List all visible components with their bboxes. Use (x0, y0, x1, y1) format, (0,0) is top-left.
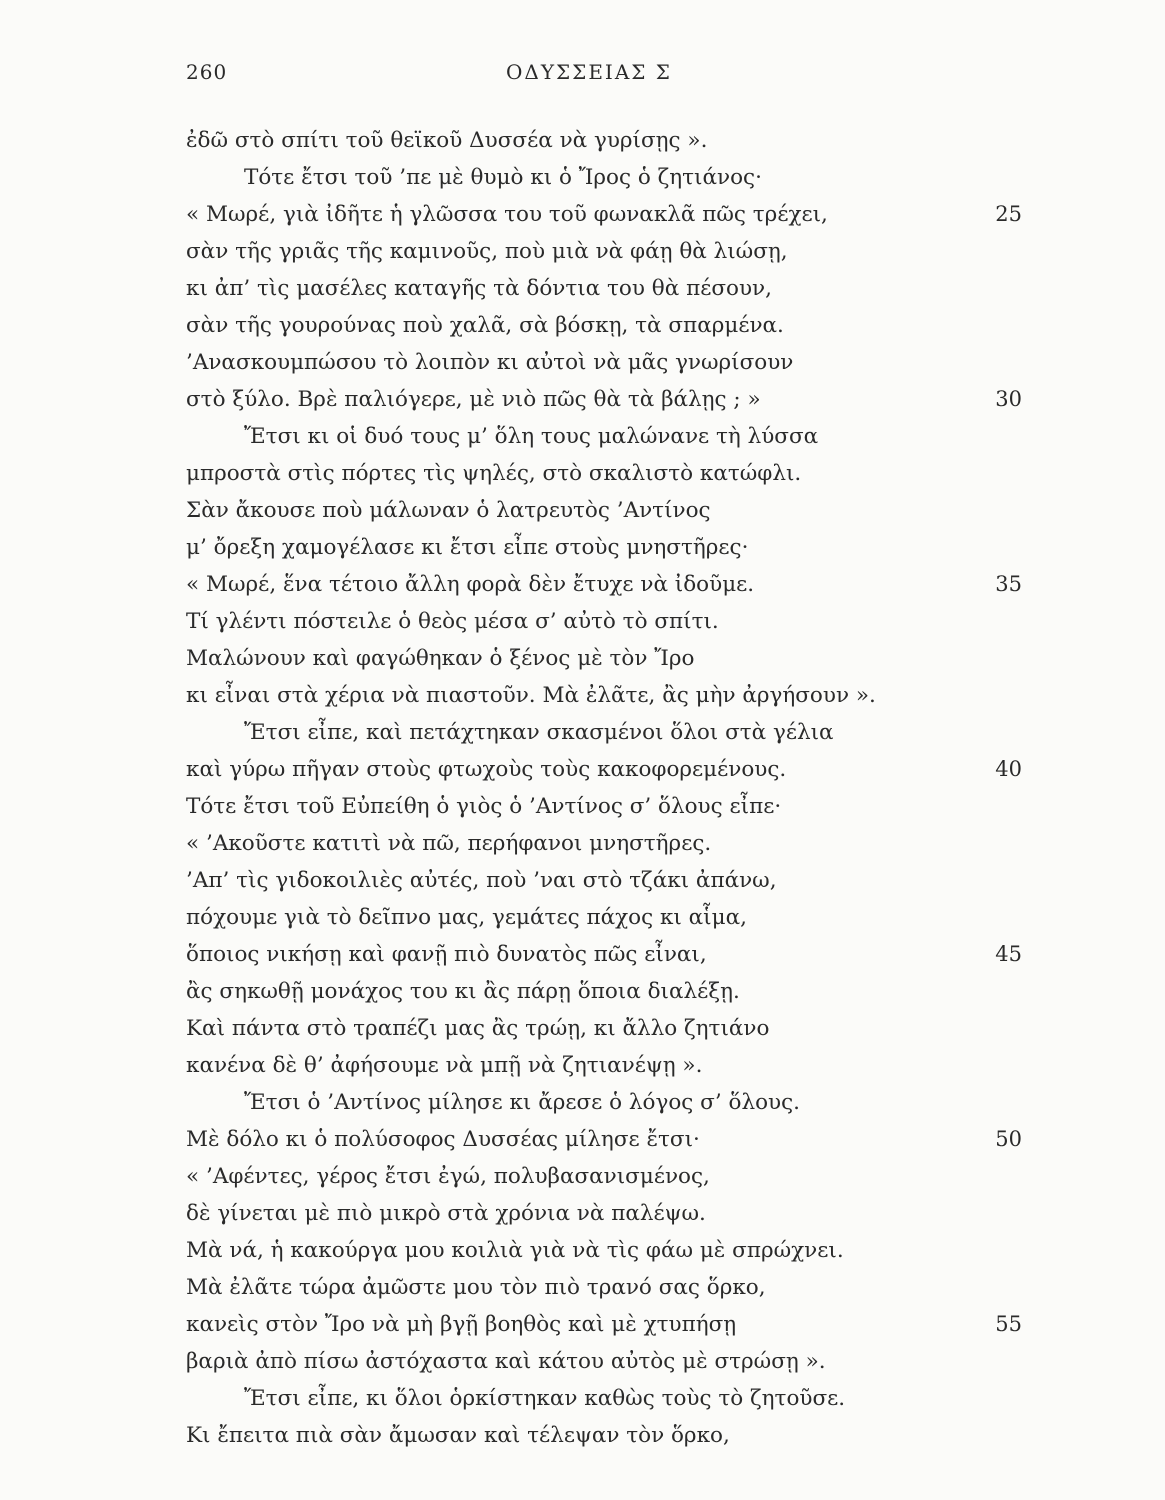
verse-line (186, 1232, 1022, 1269)
verse-line (186, 1195, 1022, 1232)
verse-text: Κι ἔπειτα πιὰ σὰν ἄμωσαν καὶ τέλεψαν τὸν ὅρκο, (186, 1423, 730, 1448)
verse-text: Ἔτσι ὁ ’Αντίνος μίλησε κι ἄρεσε ὁ λόγος σ’ ὅλους. (244, 1090, 800, 1115)
verse-line (186, 381, 1022, 418)
verse-text: Σὰν ἄκουσε ποὺ μάλωναν ὁ λατρευτὸς ’Αντίνος (186, 498, 711, 523)
verse-text: Ἔτσι κι οἱ δυό τους μ’ ὅλη τους μαλώνανε τὴ λύσσα (244, 424, 819, 449)
verse-line (186, 825, 1022, 862)
line-number: 55 (995, 1312, 1022, 1336)
verse-text: μ’ ὄρεξη χαμογέλασε κι ἔτσι εἶπε στοὺς μνηστῆρες· (186, 535, 749, 560)
verse-line (186, 1047, 1022, 1084)
verse-line (186, 196, 1022, 233)
verse-text: ὅποιος νικήσῃ καὶ φανῇ πιὸ δυνατὸς πῶς εἶναι, (186, 942, 707, 967)
verse-text: Τότε ἔτσι τοῦ Εὐπείθη ὁ γιὸς ὁ ’Αντίνος σ’ ὅλους εἶπε· (186, 794, 782, 819)
verse-line (186, 714, 1022, 751)
verse-line (186, 1084, 1022, 1121)
verse-text: καὶ γύρω πῆγαν στοὺς φτωχοὺς τοὺς κακοφορεμένους. (186, 757, 787, 782)
line-number: 30 (995, 387, 1022, 411)
verse-line (186, 233, 1022, 270)
verse-text: βαριὰ ἀπὸ πίσω ἀστόχαστα καὶ κάτου αὐτὸς μὲ στρώσῃ ». (186, 1349, 826, 1374)
verse-line (186, 307, 1022, 344)
verse-line (186, 159, 1022, 196)
verse-text: κι ἀπ’ τὶς μασέλες καταγῆς τὰ δόντια του θὰ πέσουν, (186, 276, 772, 301)
line-number: 45 (995, 942, 1022, 966)
verse-text: μπροστὰ στὶς πόρτες τὶς ψηλές, στὸ σκαλιστὸ κατώφλι. (186, 461, 802, 486)
verse-line (186, 899, 1022, 936)
verse-line (186, 973, 1022, 1010)
verse-text: Ἔτσι εἶπε, καὶ πετάχτηκαν σκασμένοι ὅλοι στὰ γέλια (244, 720, 834, 745)
verse-text: πόχουμε γιὰ τὸ δεῖπνο μας, γεμάτες πάχος κι αἷμα, (186, 905, 747, 930)
verse-line (186, 788, 1022, 825)
verse-line (186, 1343, 1022, 1380)
verse-line (186, 344, 1022, 381)
verse-text: Καὶ πάντα στὸ τραπέζι μας ἂς τρώῃ, κι ἄλλο ζητιάνο (186, 1016, 770, 1041)
verse-line (186, 603, 1022, 640)
verse-line (186, 1269, 1022, 1306)
verse-text: Μὲ δόλο κι ὁ πολύσοφος Δυσσέας μίλησε ἔτσι· (186, 1127, 700, 1152)
line-number: 35 (995, 572, 1022, 596)
verse-line (186, 1306, 1022, 1343)
verse-text: ἂς σηκωθῇ μονάχος του κι ἂς πάρῃ ὅποια διαλέξῃ. (186, 979, 740, 1004)
verse-text: « Μωρέ, ἕνα τέτοιο ἄλλη φορὰ δὲν ἔτυχε νὰ ἰδοῦμε. (186, 572, 755, 597)
verse-line (186, 936, 1022, 973)
verse-text: Τί γλέντι πόστειλε ὁ θεὸς μέσα σ’ αὐτὸ τὸ σπίτι. (186, 609, 719, 634)
verse-text: κανεὶς στὸν Ἴρο νὰ μὴ βγῇ βοηθὸς καὶ μὲ χτυπήσῃ (186, 1312, 737, 1337)
verse-text: σὰν τῆς γουρούνας ποὺ χαλᾶ, σὰ βόσκῃ, τὰ σπαρμένα. (186, 313, 784, 338)
page-number: 260 (186, 60, 228, 84)
verse-text: δὲ γίνεται μὲ πιὸ μικρὸ στὰ χρόνια νὰ παλέψω. (186, 1201, 706, 1226)
verse-text: κανένα δὲ θ’ ἀφήσουμε νὰ μπῇ νὰ ζητιανέψῃ ». (186, 1053, 703, 1078)
verse-text: « ’Ακοῦστε κατιτὶ νὰ πῶ, περήφανοι μνηστῆρες. (186, 831, 712, 856)
line-number: 50 (995, 1127, 1022, 1151)
verse-text: « ’Αφέντες, γέρος ἔτσι ἐγώ, πολυβασανισμένος, (186, 1164, 710, 1189)
verse-line (186, 1121, 1022, 1158)
verse-text: ’Απ’ τὶς γιδοκοιλιὲς αὐτές, ποὺ ’ναι στὸ τζάκι ἀπάνω, (186, 868, 777, 893)
line-number: 25 (995, 202, 1022, 226)
verse-line (186, 1380, 1022, 1417)
verse-text: Ἔτσι εἶπε, κι ὅλοι ὁρκίστηκαν καθὼς τοὺς τὸ ζητοῦσε. (244, 1386, 846, 1411)
verse-line (186, 455, 1022, 492)
line-number: 40 (995, 757, 1022, 781)
verse-text: στὸ ξύλο. Βρὲ παλιόγερε, μὲ νιὸ πῶς θὰ τὰ βάλῃς ; » (186, 387, 761, 412)
verse-text: σὰν τῆς γριᾶς τῆς καμινοῦς, ποὺ μιὰ νὰ φάῃ θὰ λιώσῃ, (186, 239, 788, 264)
verse-text: ἐδῶ στὸ σπίτι τοῦ θεϊκοῦ Δυσσέα νὰ γυρίσῃς ». (186, 128, 708, 153)
verse-line (186, 751, 1022, 788)
poem-text (186, 122, 1022, 1454)
verse-text: Μὰ ἐλᾶτε τώρα ἀμῶστε μου τὸν πιὸ τρανό σας ὅρκο, (186, 1275, 766, 1300)
verse-line (186, 1417, 1022, 1454)
verse-line (186, 529, 1022, 566)
verse-line (186, 122, 1022, 159)
verse-text: « Μωρέ, γιὰ ἰδῆτε ἡ γλῶσσα του τοῦ φωνακλᾶ πῶς τρέχει, (186, 202, 828, 227)
verse-line (186, 1158, 1022, 1195)
verse-text: κι εἶναι στὰ χέρια νὰ πιαστοῦν. Μὰ ἐλᾶτε, ἂς μὴν ἀργήσουν ». (186, 683, 876, 708)
verse-line (186, 492, 1022, 529)
verse-line (186, 418, 1022, 455)
verse-line (186, 862, 1022, 899)
verse-text: ’Ανασκουμπώσου τὸ λοιπὸν κι αὐτοὶ νὰ μᾶς γνωρίσουν (186, 350, 794, 375)
page-header (186, 60, 1022, 92)
verse-text: Μαλώνουν καὶ φαγώθηκαν ὁ ξένος μὲ τὸν Ἴρο (186, 646, 695, 671)
verse-line (186, 640, 1022, 677)
verse-text: Μὰ νά, ἡ κακούργα μου κοιλιὰ γιὰ νὰ τὶς φάω μὲ σπρώχνει. (186, 1238, 844, 1263)
running-title: ΟΔΥΣΣΕΙΑΣ Σ (506, 60, 672, 84)
verse-line (186, 677, 1022, 714)
verse-line (186, 566, 1022, 603)
verse-text: Τότε ἔτσι τοῦ ’πε μὲ θυμὸ κι ὁ Ἴρος ὁ ζητιάνος· (244, 165, 762, 190)
verse-line (186, 270, 1022, 307)
verse-line (186, 1010, 1022, 1047)
